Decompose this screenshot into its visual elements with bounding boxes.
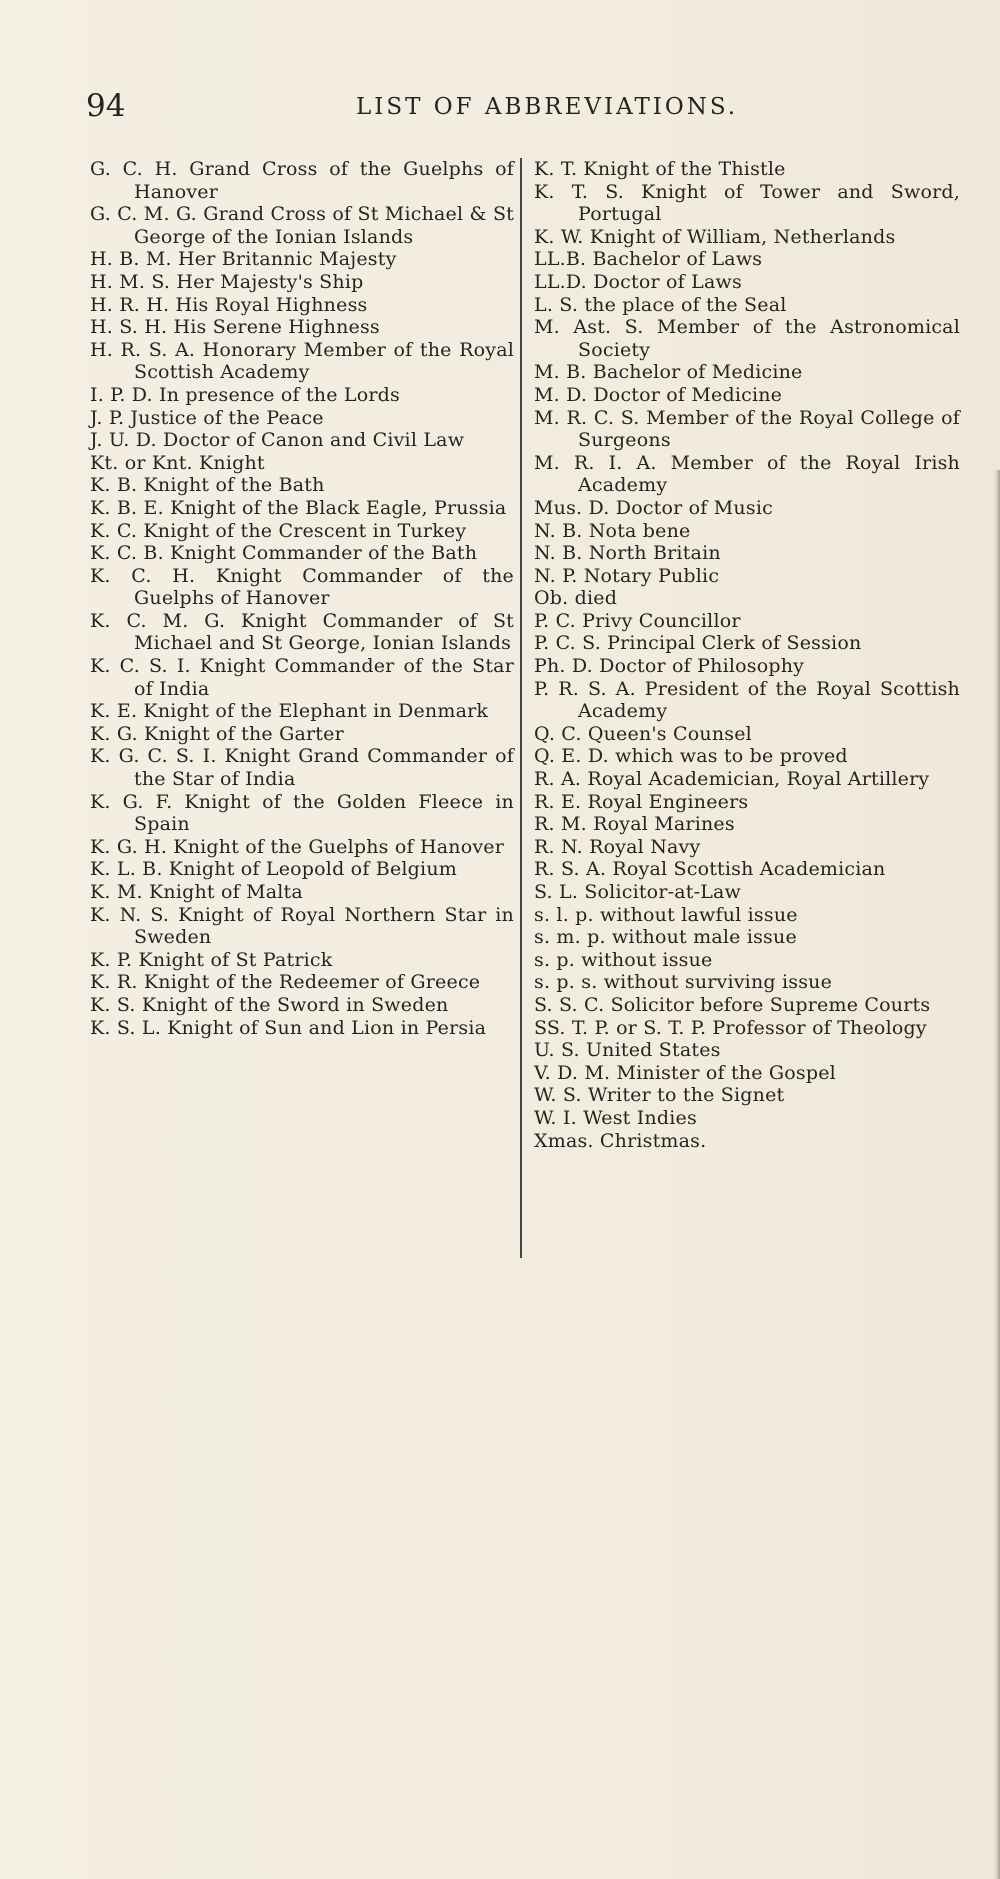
abbreviation-entry: R. E. Royal Engineers [534, 790, 749, 813]
page-edge [994, 470, 1000, 1879]
abbreviation-entry: H. M. S. Her Majesty's Ship [90, 270, 364, 293]
abbreviation-entry: W. I. West Indies [534, 1106, 697, 1129]
abbreviation-entry: H. R. S. A. Honorary Member of the Royal Scottish Academy [90, 338, 514, 384]
abbreviation-entry: K. C. H. Knight Commander of the Guelphs of Hanover [90, 564, 514, 610]
abbreviation-entry: M. R. I. A. Member of the Royal Irish Academy [534, 451, 960, 497]
abbreviation-entry: Q. E. D. which was to be proved [534, 745, 848, 768]
abbreviation-entry: K. N. S. Knight of Royal Northern Star in Sweden [90, 903, 514, 949]
abbreviation-entry: G. C. M. G. Grand Cross of St Michael & St George of the Ionian Islands [90, 203, 514, 248]
abbreviation-entry: P. R. S. A. President of the Royal Scottish Academy [534, 677, 960, 723]
abbreviation-entry: H. R. H. His Royal Highness [90, 293, 368, 316]
abbreviation-entry: J. P. Justice of the Peace [90, 406, 324, 429]
abbreviation-entry: Ph. D. Doctor of Philosophy [534, 655, 805, 678]
abbreviation-entry: Xmas. Christmas. [534, 1129, 707, 1152]
abbreviation-entry: K. T. Knight of the Thistle [534, 158, 786, 180]
abbreviation-entry: J. U. D. Doctor of Canon and Civil Law [90, 429, 465, 452]
abbreviation-entry: V. D. M. Minister of the Gospel [534, 1061, 836, 1084]
abbreviation-entry: M. D. Doctor of Medicine [534, 383, 783, 406]
right-column [534, 158, 960, 1152]
abbreviation-entry: I. P. D. In presence of the Lords [90, 383, 400, 406]
abbreviation-entry: P. C. Privy Councillor [534, 609, 741, 632]
abbreviation-entry: N. B. Nota bene [534, 519, 691, 542]
page-number: 94 [86, 88, 126, 124]
abbreviation-entry: R. A. Royal Academician, Royal Artillery [534, 768, 930, 791]
abbreviation-entry: U. S. United States [534, 1039, 721, 1062]
column-divider [520, 158, 522, 1258]
abbreviation-entry: s. p. s. without surviving issue [534, 971, 833, 994]
abbreviation-entry: s. l. p. without lawful issue [534, 903, 798, 926]
abbreviation-entry: SS. T. P. or S. T. P. Professor of Theology [534, 1016, 927, 1039]
abbreviation-entry: M. Ast. S. Member of the Astronomical Society [534, 316, 960, 361]
abbreviation-entry: K. C. B. Knight Commander of the Bath [90, 542, 478, 565]
abbreviation-entry: LL.D. Doctor of Laws [534, 270, 742, 293]
abbreviation-entry: K. C. Knight of the Crescent in Turkey [90, 519, 467, 542]
abbreviation-entry: Q. C. Queen's Counsel [534, 722, 752, 745]
abbreviation-entry: Mus. D. Doctor of Music [534, 496, 773, 519]
abbreviation-entry: s. p. without issue [534, 948, 713, 971]
abbreviation-entry: K. G. C. S. I. Knight Grand Commander of the Star of India [90, 745, 514, 791]
abbreviation-entry: K. T. S. Knight of Tower and Sword, Portugal [534, 180, 960, 226]
abbreviation-entry: P. C. S. Principal Clerk of Session [534, 632, 862, 655]
abbreviation-entry: K. L. B. Knight of Leopold of Belgium [90, 858, 457, 881]
abbreviation-entry: N. P. Notary Public [534, 564, 720, 587]
abbreviation-entry: K. M. Knight of Malta [90, 881, 303, 903]
left-column [90, 158, 514, 1039]
abbreviation-entry: K. G. Knight of the Garter [90, 722, 344, 745]
abbreviation-entry: W. S. Writer to the Signet [534, 1084, 785, 1107]
abbreviation-entry: R. S. A. Royal Scottish Academician [534, 858, 886, 881]
abbreviation-entry: K. W. Knight of William, Netherlands [534, 225, 896, 248]
abbreviation-entry: s. m. p. without male issue [534, 926, 797, 949]
abbreviation-entry: N. B. North Britain [534, 542, 721, 565]
abbreviation-entry: H. B. M. Her Britannic Majesty [90, 248, 397, 271]
abbreviation-entry: K. S. L. Knight of Sun and Lion in Persia [90, 1016, 487, 1039]
abbreviation-entry: K. G. F. Knight of the Golden Fleece in Spain [90, 790, 514, 836]
abbreviation-entry: Kt. or Knt. Knight [90, 451, 265, 474]
abbreviation-entry: H. S. H. His Serene Highness [90, 316, 380, 339]
abbreviation-entry: M. R. C. S. Member of the Royal College of Surgeons [534, 406, 960, 452]
abbreviation-entry: R. M. Royal Marines [534, 813, 735, 836]
abbreviation-entry: K. S. Knight of the Sword in Sweden [90, 993, 449, 1016]
abbreviation-entry: M. B. Bachelor of Medicine [534, 361, 803, 384]
abbreviation-entry: LL.B. Bachelor of Laws [534, 248, 763, 271]
abbreviation-entry: Ob. died [534, 587, 618, 610]
abbreviation-entry: S. S. C. Solicitor before Supreme Courts [534, 993, 931, 1016]
page-header [0, 86, 1000, 126]
abbreviation-entry: K. E. Knight of the Elephant in Denmark [90, 700, 489, 723]
abbreviation-entry: S. L. Solicitor-at-Law [534, 881, 742, 903]
abbreviation-entry: G. C. H. Grand Cross of the Guelphs of Hanover [90, 158, 514, 203]
abbreviation-entry: K. B. E. Knight of the Black Eagle, Prussia [90, 496, 507, 519]
abbreviation-entry: L. S. the place of the Seal [534, 293, 787, 316]
abbreviation-entry: K. P. Knight of St Patrick [90, 948, 333, 971]
abbreviation-entry: K. R. Knight of the Redeemer of Greece [90, 971, 481, 994]
abbreviation-entry: K. C. S. I. Knight Commander of the Star of India [90, 655, 514, 700]
abbreviation-entry: R. N. Royal Navy [534, 835, 701, 858]
abbreviation-entry: K. G. H. Knight of the Guelphs of Hanover [90, 835, 505, 858]
abbreviation-entry: K. C. M. G. Knight Commander of St Michael and St George, Ionian Islands [90, 609, 514, 655]
running-title: LIST OF ABBREVIATIONS. [356, 94, 739, 120]
abbreviation-entry: K. B. Knight of the Bath [90, 474, 325, 497]
